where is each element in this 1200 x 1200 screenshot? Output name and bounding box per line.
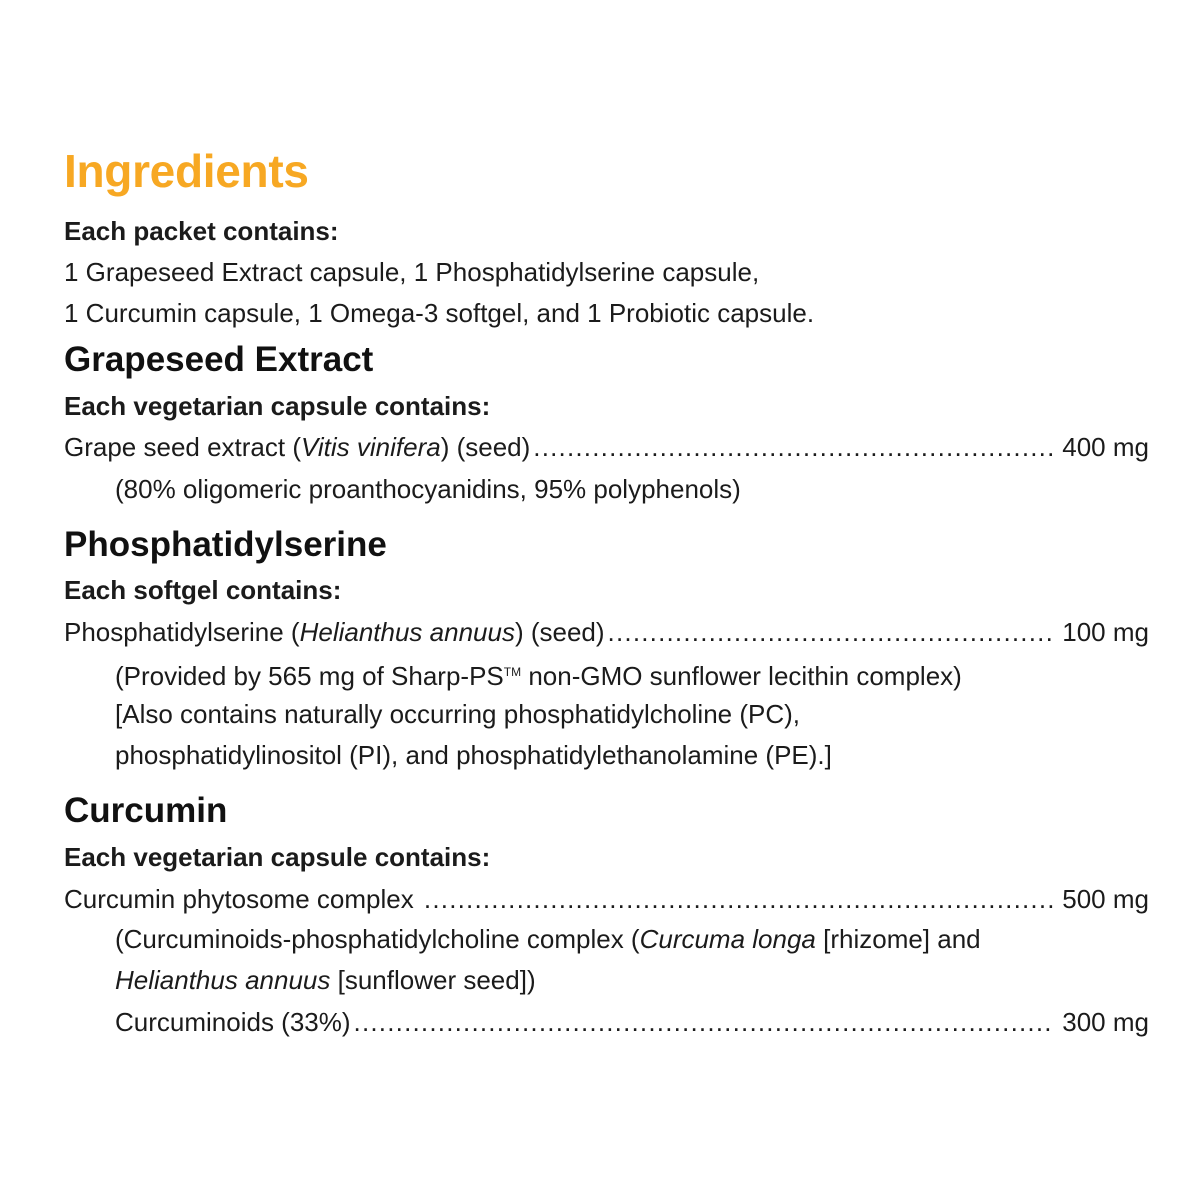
ps-title: Phosphatidylserine xyxy=(64,525,387,564)
dot-leader xyxy=(354,1002,1056,1042)
ps-note-1: (Provided by 565 mg of Sharp-PS™ non-GMO sunflower lecithin complex) xyxy=(115,661,962,691)
curcumin-note-2: Helianthus annuus [sunflower seed]) xyxy=(115,965,536,995)
trademark-mark: TM xyxy=(503,665,522,679)
grapeseed-item-row xyxy=(64,427,1149,467)
grapeseed-title: Grapeseed Extract xyxy=(64,340,374,379)
ps-heading: Each softgel contains: xyxy=(64,575,342,605)
grapeseed-item-label: Grape seed extract (Vitis vinifera) (seed) xyxy=(64,432,531,462)
curcumin-item-label: Curcumin phytosome complex xyxy=(64,884,421,914)
packet-line-1: 1 Grapeseed Extract capsule, 1 Phosphatidylserine capsule, xyxy=(64,257,760,287)
curcuminoids-amount: 300 mg xyxy=(1062,1007,1149,1037)
ps-note-2: [Also contains naturally occurring phosphatidylcholine (PC), xyxy=(115,699,801,729)
curcumin-item-row xyxy=(64,879,1149,919)
packet-line-2: 1 Curcumin capsule, 1 Omega-3 softgel, and 1 Probiotic capsule. xyxy=(64,298,815,328)
dot-leader xyxy=(533,427,1055,467)
ps-note-3: phosphatidylinositol (PI), and phosphatidylethanolamine (PE).] xyxy=(115,740,832,770)
packet-heading: Each packet contains: xyxy=(64,216,339,246)
curcumin-amount: 500 mg xyxy=(1062,884,1149,914)
grapeseed-note: (80% oligomeric proanthocyanidins, 95% polyphenols) xyxy=(115,474,741,504)
grapeseed-heading: Each vegetarian capsule contains: xyxy=(64,391,491,421)
curcuminoids-label: Curcuminoids (33%) xyxy=(115,1007,351,1037)
page-title: Ingredients xyxy=(64,145,309,197)
ps-item-row xyxy=(64,612,1149,652)
curcuminoids-row xyxy=(115,1002,1149,1042)
grapeseed-amount: 400 mg xyxy=(1062,432,1149,462)
curcumin-heading: Each vegetarian capsule contains: xyxy=(64,842,491,872)
ps-amount: 100 mg xyxy=(1062,617,1149,647)
curcumin-title: Curcumin xyxy=(64,791,228,830)
curcumin-note-1: (Curcuminoids-phosphatidylcholine complex (Curcuma longa [rhizome] and xyxy=(115,924,981,954)
ps-item-label: Phosphatidylserine (Helianthus annuus) (seed) xyxy=(64,617,605,647)
dot-leader xyxy=(424,879,1055,919)
dot-leader xyxy=(608,612,1056,652)
